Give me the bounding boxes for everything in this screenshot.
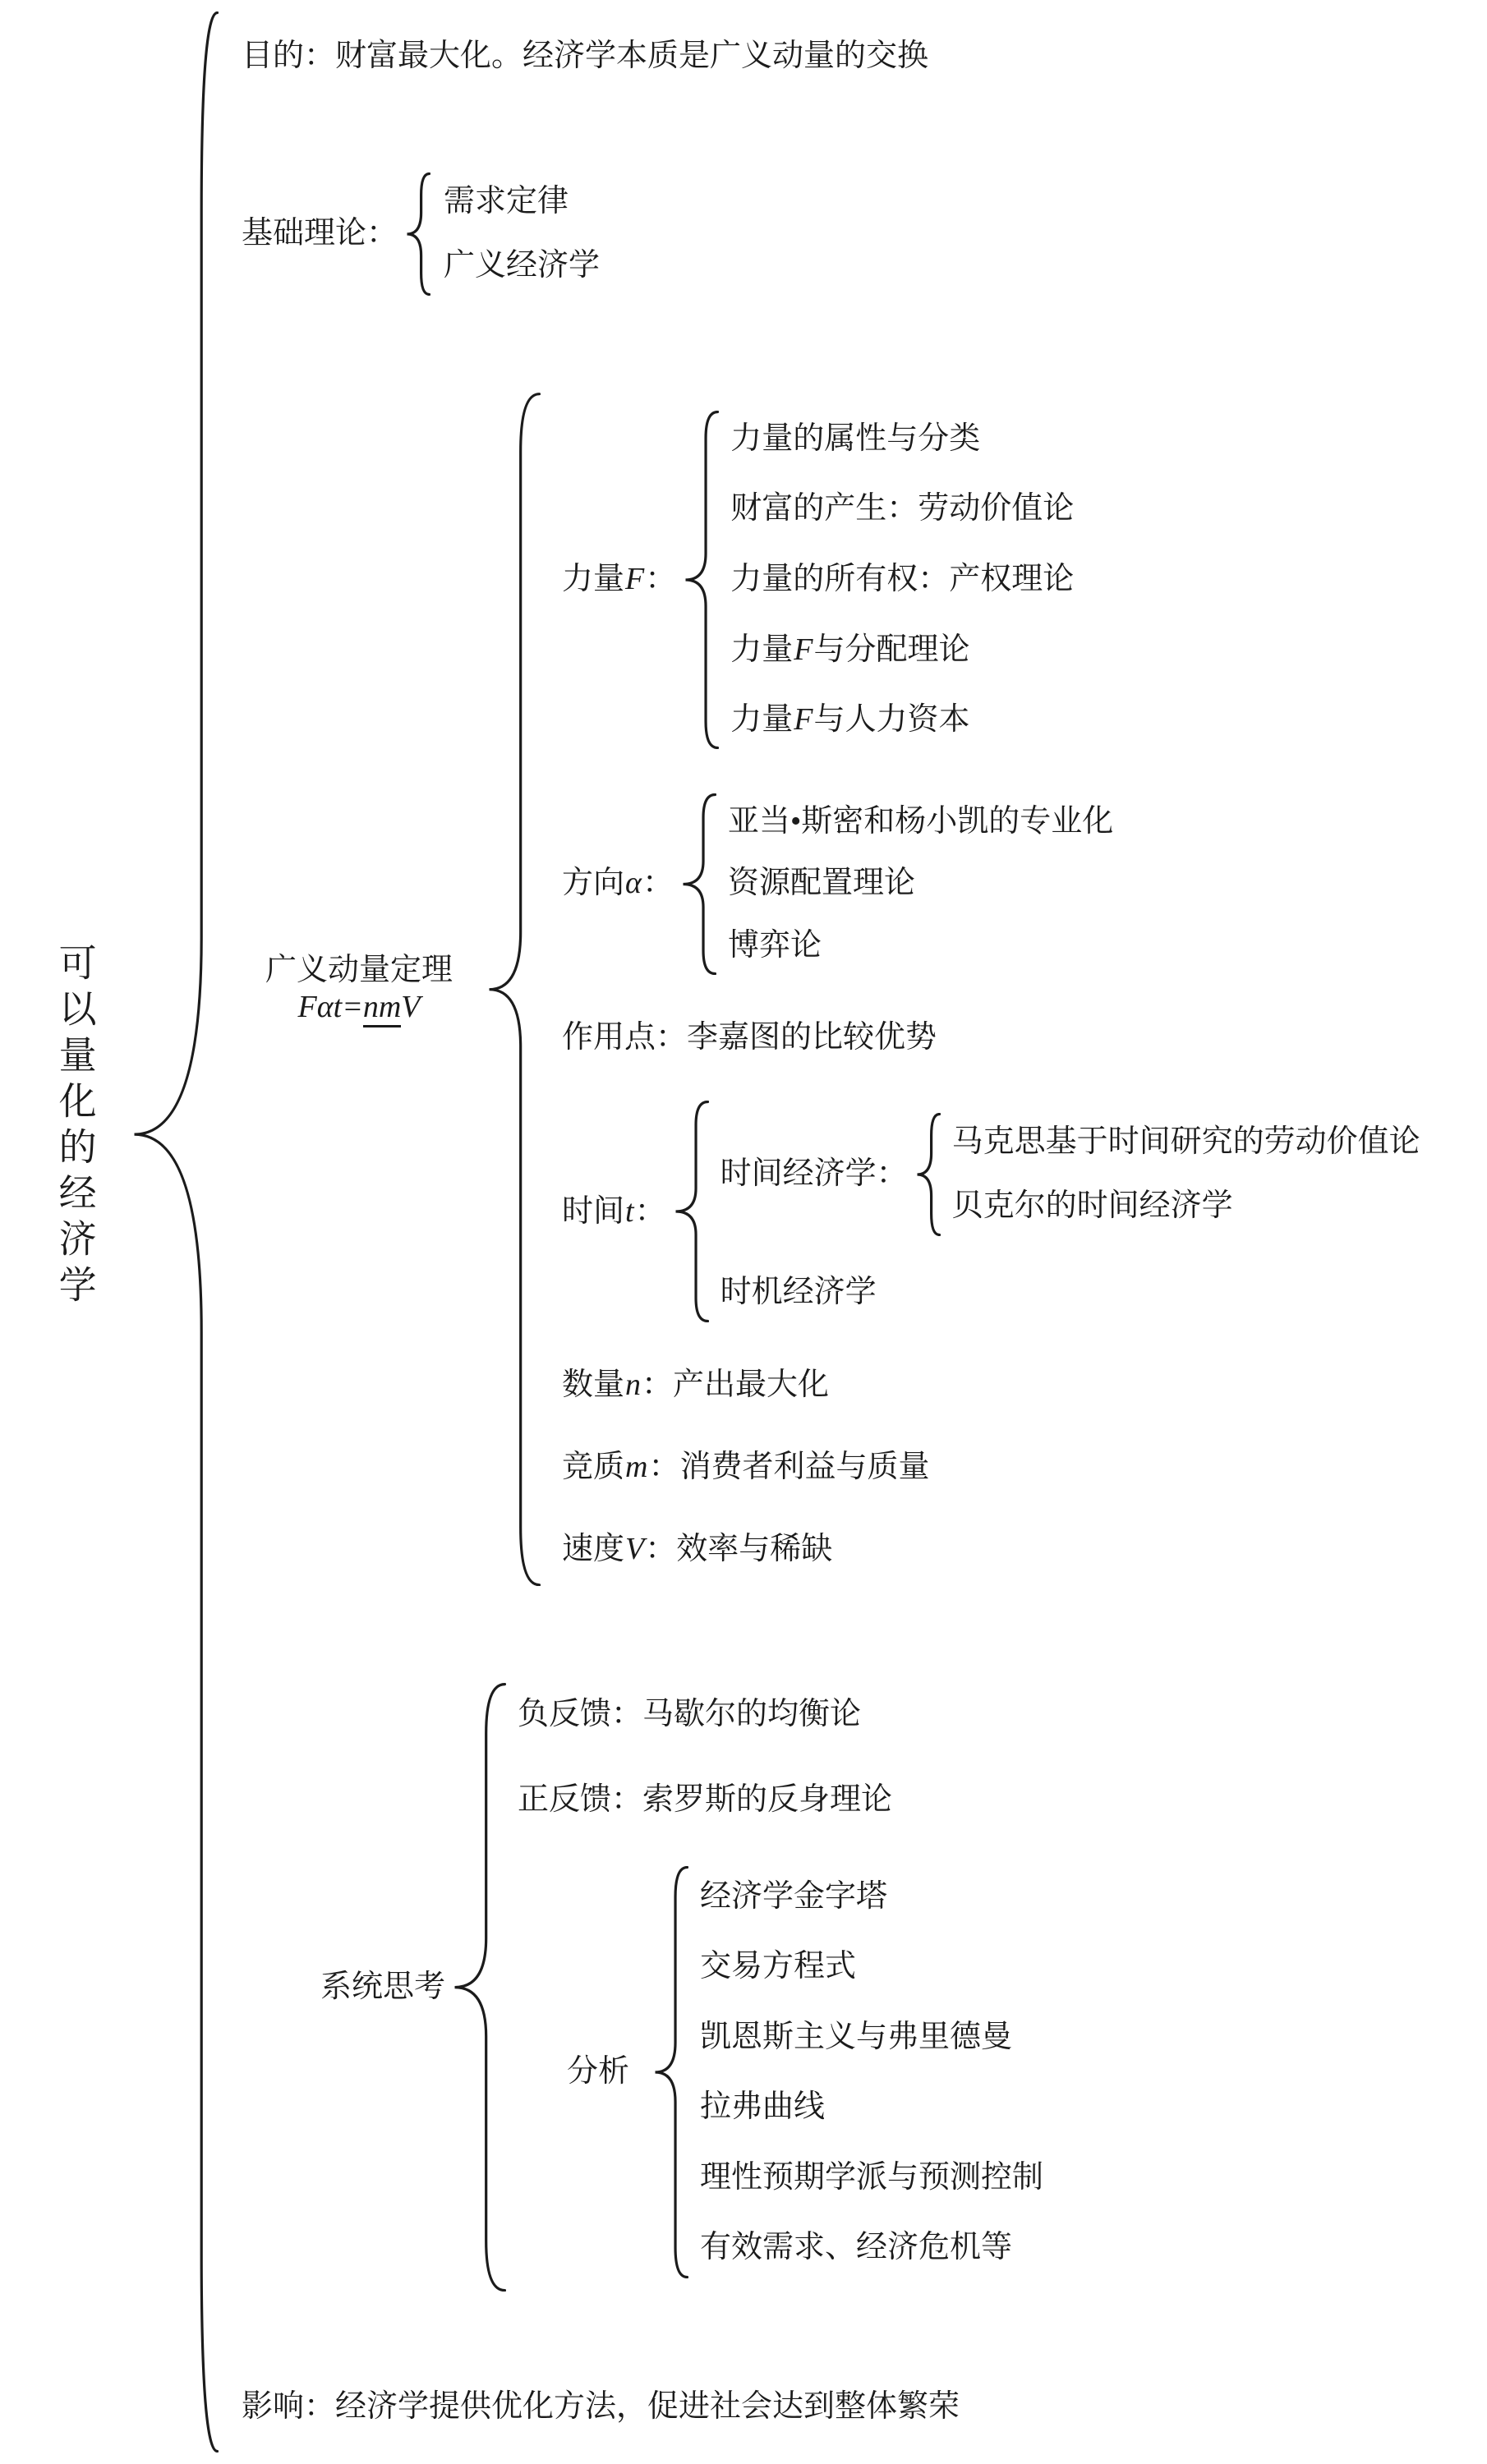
basic-theory-children [430,173,600,294]
analysis-item: 拉弗曲线 [700,2089,826,2125]
analysis-item: 交易方程式 [700,1949,857,1984]
basic-theory-item: 广义经济学 [444,247,601,283]
basic-theory-label: 基础理论： [242,215,398,251]
analysis-children [688,1867,1043,2279]
basic-theory-brace [406,172,430,296]
purpose-text: 目的：财富最大化。经济学本质是广义动量的交换 [242,39,929,74]
root-children [219,31,1420,2433]
time-brace [674,1101,709,1322]
time-label: 时间t： [562,1193,666,1229]
analysis-item: 理性预期学派与预测控制 [700,2159,1044,2195]
node-purpose [242,38,928,76]
root-brace [133,11,219,2453]
node-direction [562,793,1113,975]
time-economics-children [941,1114,1420,1234]
node-analysis [567,1866,1043,2278]
node-system-thinking [320,1683,1043,2292]
force-label: 力量F： [562,561,677,596]
momentum-label-text: 广义动量定理 [265,952,453,987]
node-action-point: 作用点：李嘉图的比较优势 [562,1019,937,1055]
root-title: 可以量化的经济学 [53,943,96,1311]
node-quantity: 数量n：产出最大化 [562,1368,830,1403]
direction-item: 亚当•斯密和杨小凯的专业化 [727,803,1114,839]
analysis-item: 经济学金字塔 [700,1878,888,1914]
force-item: 财富的产生：劳动价值论 [730,491,1075,526]
time-children [709,1101,1420,1323]
system-thinking-label: 系统思考 [320,1969,446,2004]
force-item: 力量的所有权：产权理论 [730,561,1075,596]
time-economics-item: 贝克尔的时间经济学 [951,1188,1233,1223]
node-time-economics [720,1113,1420,1236]
node-momentum-theorem [242,393,1420,1586]
momentum-children [541,393,1420,1586]
force-item: 力量F与人力资本 [730,702,970,738]
direction-brace [682,793,716,975]
force-item: 力量的属性与分类 [730,421,981,456]
basic-theory-item: 需求定律 [444,184,569,219]
momentum-label [242,952,476,1027]
node-quality: 竞质m：消费者利益与质量 [562,1449,930,1484]
node-negative-feedback: 负反馈：马歇尔的均衡论 [518,1697,862,1732]
momentum-brace [488,393,541,1586]
node-positive-feedback: 正反馈：索罗斯的反身理论 [518,1781,893,1817]
time-economics-label: 时间经济学： [720,1156,908,1191]
node-impact: 影响：经济学提供优化方法，促进社会达到整体繁荣 [242,2389,960,2425]
analysis-item: 有效需求、经济危机等 [700,2230,1013,2265]
node-time [562,1101,1420,1322]
analysis-brace [654,1866,688,2278]
node-speed: 速度V：效率与稀缺 [562,1531,833,1566]
direction-item: 资源配置理论 [727,866,915,901]
analysis-label: 分析 [567,2054,630,2089]
force-children [719,411,1075,749]
direction-label: 方向α： [562,866,674,901]
node-timing-economics: 时机经济学 [720,1274,877,1309]
direction-item: 博弈论 [727,928,822,963]
time-economics-brace [916,1113,941,1236]
node-force [562,411,1075,749]
force-brace [684,411,719,749]
direction-children [716,793,1113,975]
analysis-item: 凯恩斯主义与弗里德曼 [700,2019,1013,2054]
node-basic-theory [242,172,600,296]
momentum-formula: Fαt=nmV [297,990,420,1027]
time-economics-item: 马克思基于时间研究的劳动价值论 [951,1124,1420,1159]
force-item: 力量F与分配理论 [730,632,970,667]
system-thinking-brace [453,1683,506,2292]
system-thinking-children [506,1683,1043,2292]
root-title-box [16,943,133,1311]
